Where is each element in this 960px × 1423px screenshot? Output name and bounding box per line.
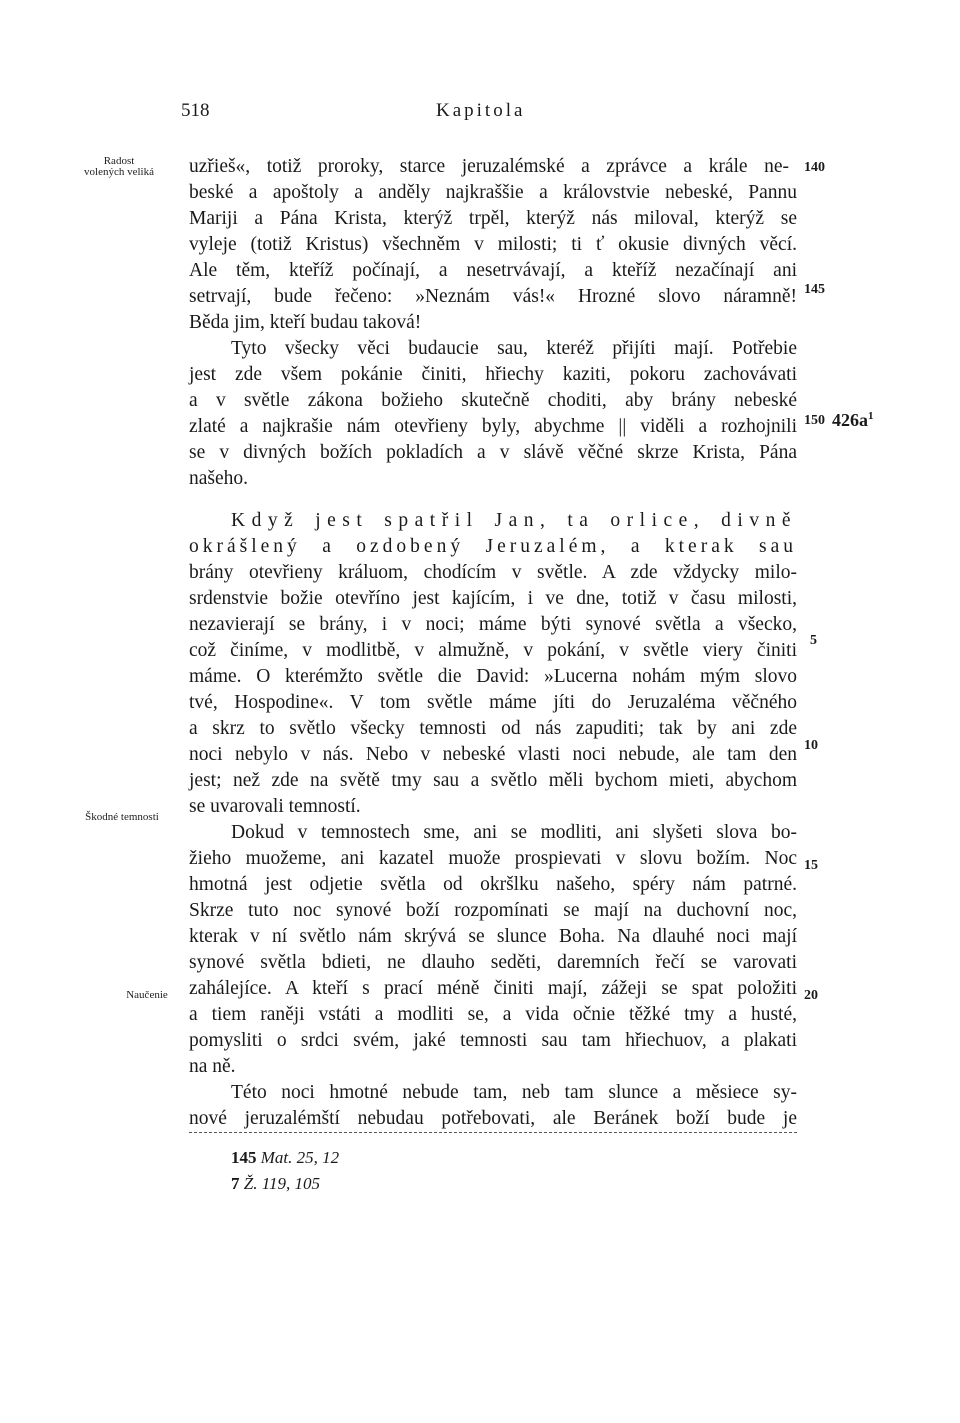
margin-note-skodne: Škodné temnosti <box>85 811 159 823</box>
margin-note-nauceni: Naučenie <box>126 989 168 1001</box>
text-line: se v divných božích pokladích a v slávě věčné skrze Krista, Pána <box>189 442 797 463</box>
text-line: beské a apoštoly a anděly najkraššie a královstvie nebeské, Pannu <box>189 182 797 203</box>
footnote: 7 Ž. 119, 105 <box>231 1174 320 1193</box>
text-line: zlaté a najkrašie nám otevřieny byly, abychme || viděli a rozhojnili <box>189 416 797 437</box>
text-line: setrvají, bude řečeno: »Neznám vás!« Hrozné slovo náramně! <box>189 286 797 307</box>
text-line: a v světle zákona božieho skutečně choditi, aby brány nebeské <box>189 390 797 411</box>
text-line: noci nebylo v nás. Nebo v nebeské vlasti noci nebude, ale tam den <box>189 744 797 765</box>
text-line: Dokud v temnostech sme, ani se modliti, ani slyšeti slova bo- <box>231 822 797 843</box>
text-line: uzřieš«, totiž proroky, starce jeruzalémské a zprávce a krále ne- <box>189 156 789 177</box>
text-line: vyleje (totiž Kristus) všechněm v milosti; ti ť okusie divných věcí. <box>189 234 797 255</box>
text-line: žieho muožeme, ani kazatel muože prospievati v slovu božím. Noc <box>189 848 797 869</box>
text-line: Této noci hmotné nebude tam, neb tam slunce a měsiece sy- <box>231 1082 797 1103</box>
line-number: 5 <box>810 633 817 648</box>
page-number: 518 <box>181 100 210 121</box>
text-line: brány otevřieny králuom, chodícím v světle. A zde vždycky milo- <box>189 562 797 583</box>
text-line: srdenstvie božie otevříno jest kajícím, i ve dne, totiž v času milosti, <box>189 588 797 609</box>
text-line: jest zde všem pokánie činiti, hřiechy kaziti, pokoru zachovávati <box>189 364 797 385</box>
margin-note-radost: Radost volených veliká <box>84 155 154 178</box>
line-number: 20 <box>804 988 818 1003</box>
text-line: nové jeruzalémští nebudau potřebovati, ale Beránek boží bude je <box>189 1108 797 1129</box>
text-line: Běda jim, kteří budau taková! <box>189 312 422 333</box>
line-number: 10 <box>804 738 818 753</box>
text-line: tvé, Hospodine«. V tom světle máme jíti do Jeruzaléma věčného <box>189 692 797 713</box>
running-head: Kapitola <box>436 100 526 121</box>
footnote-rule <box>189 1132 797 1133</box>
text-line: Skrze tuto noc synové boží rozpomínati se mají na duchovní noc, <box>189 900 797 921</box>
text-line: Tyto všecky věci budaucie sau, kteréž přijíti mají. Potřebie <box>231 338 797 359</box>
text-line: na ně. <box>189 1056 236 1077</box>
footnote: 145 Mat. 25, 12 <box>231 1148 340 1167</box>
line-number: 15 <box>804 858 818 873</box>
text-line: pomysliti o srdci svém, jaké temnosti sau tam hřiechuov, a plakati <box>189 1030 797 1051</box>
text-line: máme. O kterémžto světle die David: »Lucerna nohám mým slovo <box>189 666 797 687</box>
line-number: 150 <box>804 413 825 428</box>
text-line: synové světla bdieti, ne dlauho seděti, daremních řečí se varovati <box>189 952 797 973</box>
text-line: zahálejíce. A kteří s prací méně činiti mají, zážeji se spat položiti <box>189 978 797 999</box>
text-line: hmotná jest odjetie světla od okršlku našeho, spéry nám patrné. <box>189 874 797 895</box>
text-line: nezavierají se brány, i v noci; máme býti synové světla a všecko, <box>189 614 797 635</box>
text-line: a tiem raněji vstáti a modliti se, a vida očnie těžké tmy a husté, <box>189 1004 797 1025</box>
text-line: a skrz to světlo všecky temnosti od nás zapuditi; tak by ani zde <box>189 718 797 739</box>
line-number: 145 <box>804 282 825 297</box>
text-line: Ale těm, kteříž počínají, a nesetrvávají, a kteříž nezačínají ani <box>189 260 797 281</box>
text-line: což činíme, v modlitbě, v almužně, v pokání, v světle viery činiti <box>189 640 797 661</box>
text-line: se uvarovali temností. <box>189 796 361 817</box>
text-line: našeho. <box>189 468 249 489</box>
line-number: 140 <box>804 160 825 175</box>
folio-mark: $426a^1$ <box>832 410 874 430</box>
text-line: Když jest spatřil Jan, ta orlice, divně <box>231 510 797 531</box>
text-line: kterak v ní světlo nám skrývá se slunce Boha. Na dlauhé noci mají <box>189 926 797 947</box>
text-line: jest; než zde na světě tmy sau a světlo měli bychom mieti, abychom <box>189 770 797 791</box>
text-line: Mariji a Pána Krista, kterýž trpěl, kterýž nás miloval, kterýž se <box>189 208 797 229</box>
text-line: okrášlený a ozdobený Jeruzalém, a kterak sau <box>189 536 797 557</box>
